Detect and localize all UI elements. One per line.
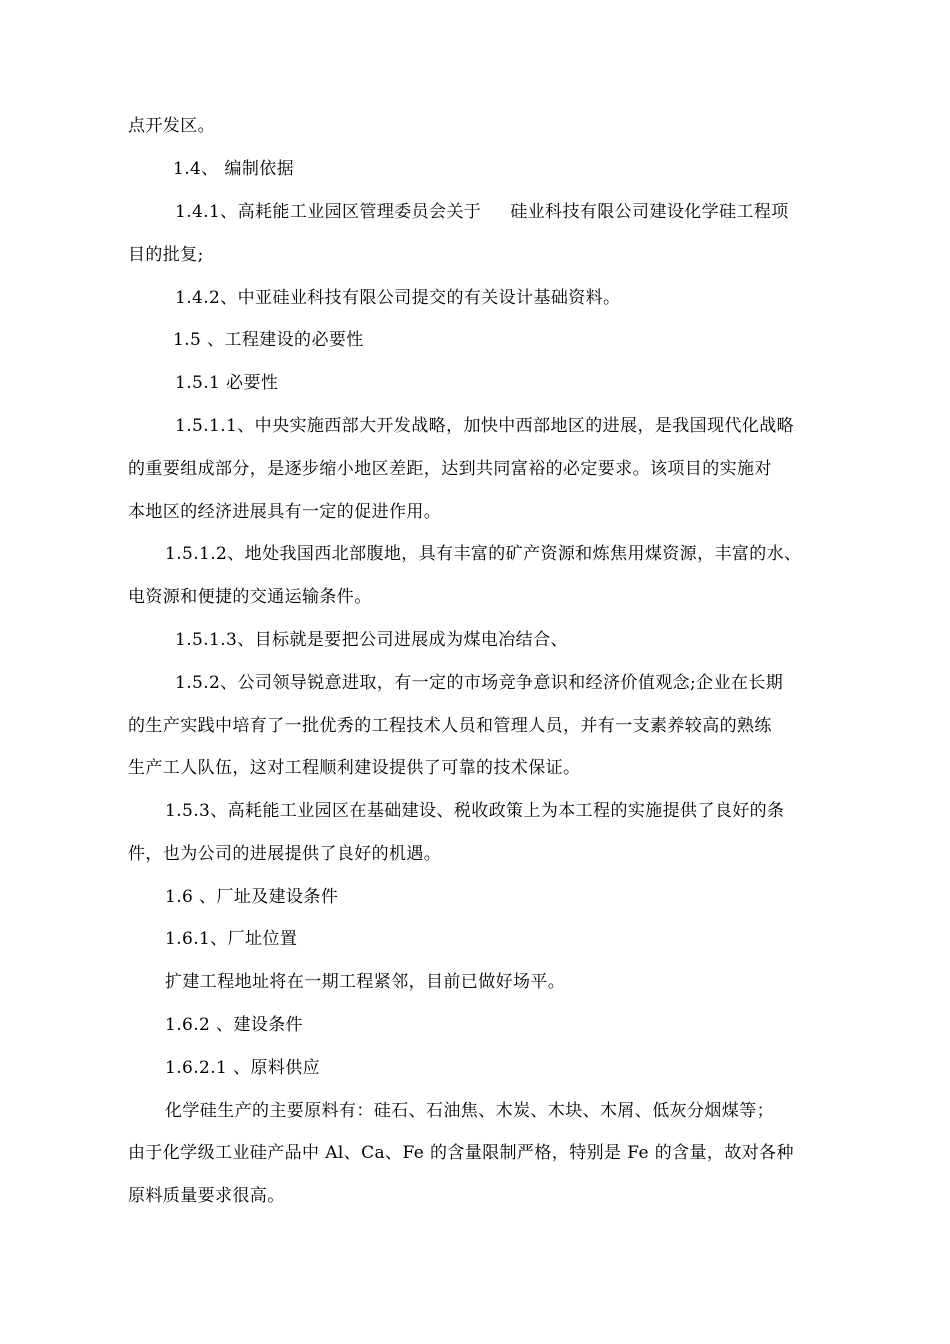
section-heading-1-5: 1.5 、工程建设的必要性	[173, 330, 364, 350]
text-line-17: 1.5.3、高耗能工业园区在基础建设、税收政策上为本工程的实施提供了良好的条	[165, 801, 785, 821]
section-heading-1-6-2-1: 1.6.2.1 、原料供应	[165, 1058, 321, 1078]
text-line-3: 1.4.1、高耗能工业园区管理委员会关于 硅业科技有限公司建设化学硅工程项	[175, 202, 789, 222]
text-line-18: 件，也为公司的进展提供了良好的机遇。	[128, 844, 442, 864]
text-line-4: 目的批复;	[128, 245, 204, 265]
text-line-12: 电资源和便捷的交通运输条件。	[128, 587, 372, 607]
section-heading-1-4: 1.4、 编制依据	[173, 159, 295, 179]
text-line-14: 1.5.2、公司领导锐意进取，有一定的市场竞争意识和经济价值观念;企业在长期	[175, 673, 784, 693]
text-line-24: 化学硅生产的主要原料有：硅石、石油焦、木炭、木块、木屑、低灰分烟煤等；	[165, 1101, 774, 1121]
text-line-8: 1.5.1.1、中央实施西部大开发战略，加快中西部地区的进展，是我国现代化战略	[175, 416, 795, 436]
text-line-1: 点开发区。	[128, 116, 215, 136]
text-line-9: 的重要组成部分，是逐步缩小地区差距，达到共同富裕的必定要求。该项目的实施对	[128, 459, 772, 479]
text-line-11: 1.5.1.2、地处我国西北部腹地，具有丰富的矿产资源和炼焦用煤资源，丰富的水、	[165, 544, 802, 564]
text-line-13: 1.5.1.3、目标就是要把公司进展成为煤电冶结合、	[175, 630, 568, 650]
text-line-21: 扩建工程地址将在一期工程紧邻，目前已做好场平。	[165, 972, 566, 992]
text-line-15: 的生产实践中培育了一批优秀的工程技术人员和管理人员，并有一支素养较高的熟练	[128, 716, 772, 736]
section-heading-1-5-1: 1.5.1 必要性	[175, 373, 279, 393]
section-heading-1-6-2: 1.6.2 、建设条件	[165, 1015, 304, 1035]
text-line-25: 由于化学级工业硅产品中 Al、Ca、Fe 的含量限制严格，特别是 Fe 的含量，故对各种	[128, 1143, 794, 1163]
section-heading-1-6-1: 1.6.1、厂址位置	[165, 929, 298, 949]
text-line-26: 原料质量要求很高。	[128, 1186, 285, 1206]
section-heading-1-6: 1.6 、厂址及建设条件	[165, 887, 339, 907]
text-line-16: 生产工人队伍，这对工程顺利建设提供了可靠的技术保证。	[128, 758, 581, 778]
text-line-10: 本地区的经济进展具有一定的促进作用。	[128, 502, 442, 522]
text-line-5: 1.4.2、中亚硅业科技有限公司提交的有关设计基础资料。	[175, 288, 621, 308]
